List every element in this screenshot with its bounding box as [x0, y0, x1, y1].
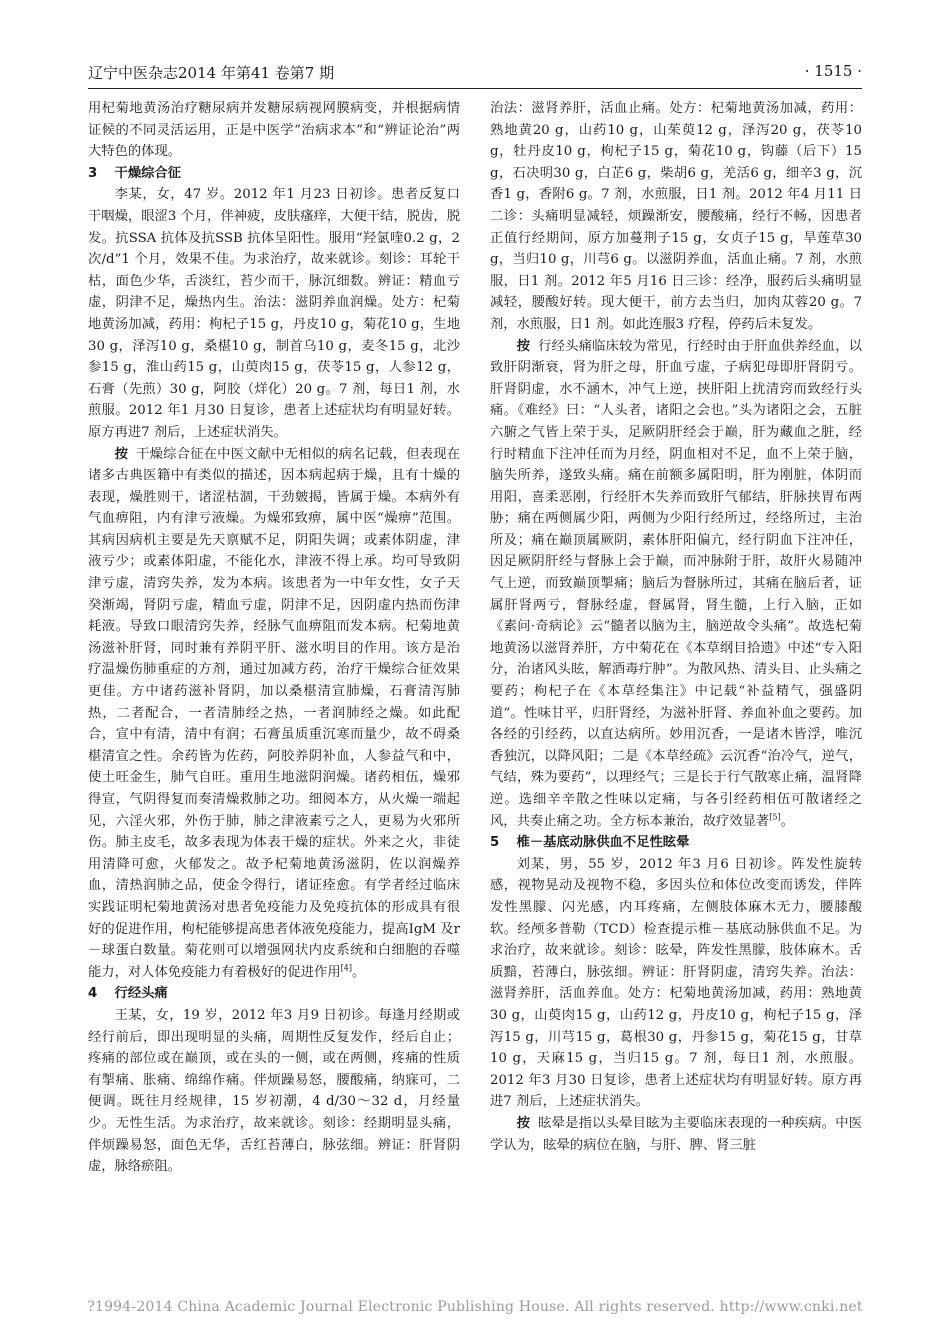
commentary-end: 。: [780, 813, 794, 829]
page-number: · 1515 ·: [804, 62, 862, 80]
case-report-4: 王某，女，19 岁，2012 年3 月9 日初诊。每逢月经期或经行前后，即出现明显的头痛，周期性反复发作，经后自止；疼痛的部位或在巅顶，或在头的一侧，或在两侧，疼痛的性质有掣痛、胀痛、绵绵作痛。伴烦躁易怒，腰酸痛，纳寐可，二便调。既往月经规律，15 岁初潮，4 d/30～32 d，月经量少。无性生活。为求治疗，故来就诊。刻诊：经期明显头痛，伴烦躁易怒，面色无华，舌红苔薄白，脉弦细。辨证：肝肾阴虚，脉络瘀阻。: [88, 1007, 460, 1175]
commentary-end: 。: [351, 964, 366, 980]
section-number: 5: [490, 835, 500, 851]
commentary-3: [88, 444, 460, 984]
journal-title: 辽宁中医杂志2014 年第41 卷第7 期: [88, 64, 335, 82]
commentary-label: 按: [114, 446, 129, 462]
header-rule: [88, 88, 862, 89]
case-report-3: 李某，女，47 岁。2012 年1 月23 日初诊。患者反复口干咽燥，眼涩3 个月，伴神疲，皮肤瘙痒，大便干结，脱齿，脱发。抗SSA 抗体及抗SSB 抗体呈阳性。服用“羟氯喹0.2 g，2 次/d”1 个月，效果不佳。为求治疗，故来就诊。刻诊：耳轮干枯，面色少华，舌淡红，苔少而干，脉沉细数。辨证：精血亏虚，阴津不足，燥热内生。治法：滋阴养血润燥。处方：杞菊地黄汤加减，药用：枸杞子15 g，丹皮10 g，菊花10 g，生地30 g，泽泻10 g，桑椹10 g，制首乌10 g，麦冬15 g，北沙参15 g，淮山药15 g，山萸肉15 g，茯苓15 g，人参12 g，石膏（先煎）30 g，阿胶（烊化）20 g。7 剂，每日1 剂，水煎服。2012 年1 月30 日复诊，患者上述症状均有明显好转。原方再进7 剂后，上述症状消失。: [88, 187, 460, 440]
section-title: 椎－基底动脉供血不足性眩晕: [516, 835, 690, 851]
section-heading-3: [88, 163, 460, 185]
section-heading-5: [490, 832, 862, 854]
commentary-4: [490, 336, 862, 833]
commentary-5: [490, 1113, 862, 1156]
section-title: 干燥综合征: [114, 165, 182, 181]
case-report-4-continued: 治法：滋肾养肝，活血止痛。处方：杞菊地黄汤加减，药用：熟地黄20 g，山药10 g，山茱萸12 g，泽泻20 g，茯苓10 g，牡丹皮10 g，枸杞子15 g，菊花10 g，钩藤（后下）15 g，石决明30 g，白芷6 g，柴胡6 g，羌活6 g，细辛3 g，沉香1 g，香附6 g。7 剂，水煎服，日1 剂。2012 年4 月11 日二诊：头痛明显减轻，烦躁渐安，腰酸痛，经行不畅，因患者正值行经期间，原方加蔓荆子15 g，女贞子15 g，旱莲草30 g，当归10 g，川芎6 g。以滋阴养血，活血止痛。7 剂，水煎服，日1 剂。2012 年5 月16 日三诊：经净，服药后头痛明显减轻，腰酸好转。现大便干，前方去当归，加肉苁蓉20 g。7 剂，水煎服，日1 剂。如此连服3 疗程，停药后未复发。: [490, 101, 862, 332]
commentary-text: 行经头痛临床较为常见，行经时由于肝血供养经血，以致肝阴渐衰，肾为肝之母，肝血亏虚，子病犯母即肝肾阴亏。肝肾阴虚，水不涵木，冲气上逆，挟肝阳上扰清窍而致经行头痛。《难经》曰：“人头者，诸阳之会也。”头为诸阳之会，五脏六腑之气皆上荣于头，足厥阴肝经会于巅，肝为藏血之脏，经行时精血下注冲任而为月经，阴血相对不足，血不上荣于脑，脑失所养，遂致头痛。痛在前额多属阳明，肝为刚脏，体阴而用阳，喜柔恶刚，行经肝木失养而致肝气郁结，肝脉挟胃布两胁；痛在两侧属少阳，两侧为少阳行经所过，经络所过，主治所及；痛在巅顶属厥阴，素体肝阳偏亢，经行阴血下注冲任，因足厥阴肝经与督脉上会于巅，而冲脉附于肝，故肝火易随冲气上逆，而致巅顶掣痛；脑后为督脉所过，其痛在脑后者，证属肝肾两亏，督脉经虚，督属肾，肾生髓，上行入脑，正如《素问·奇病论》云“髓者以脑为主，脑逆故令头痛”。故选杞菊地黄汤以滋肾养肝，方中菊花在《本草纲目拾遗》中述“专入阳分，治诸风头眩，解酒毒疔肿”。为散风热、清头目、止头痛之要药；枸杞子在《本草经集注》中记载“补益精气，强盛阴道”。性味甘平，归肝肾经，为滋补肝肾、养血补血之要药。加各经的引经药，以直达病所。妙用沉香，一是诸木皆浮，唯沉香独沉，以降风阳；二是《本草经疏》云沉香“治冷气，逆气，气结，殊为要药”，以理经气；三是长于行气散寒止痛，温肾降逆。选细辛辛散之性味以定痛，与各引经药相伍可散诸经之风，共奏止痛之功。全方标本兼治，故疗效显著: [490, 338, 863, 829]
commentary-text: 眩晕是指以头晕目眩为主要临床表现的一种疾病。中医学认为，眩晕的病位在脑，与肝、脾、肾三脏: [490, 1115, 863, 1153]
paragraph-intro-continued: 用杞菊地黄汤治疗糖尿病并发糖尿病视网膜病变，并根据病情证候的不同灵活运用，正是中医学“治病求本”和“辨证论治”两大特色的体现。: [88, 101, 460, 160]
citation-ref: [4]: [340, 963, 352, 973]
section-number: 4: [88, 986, 98, 1002]
section-heading-4: [88, 983, 460, 1005]
citation-ref: [5]: [769, 812, 781, 822]
case-report-5: 刘某，男，55 岁，2012 年3 月6 日初诊。阵发性旋转感，视物晃动及视物不稳，多因头位和体位改变而诱发，伴阵发性黑朦、闪光感，内耳疼痛，左侧肢体麻木无力，腰膝酸软。经颅多普勒（TCD）检查提示椎－基底动脉供血不足。为求治疗，故来就诊。刻诊：眩晕，阵发性黑朦，肢体麻木。舌质黯，苔薄白，脉弦细。辨证：肝肾阴虚，清窍失养。治法：滋肾养肝，活血养血。处方：杞菊地黄汤加减，药用：熟地黄30 g，山萸肉15 g，山药12 g，丹皮10 g，枸杞子15 g，泽泻15 g，川芎15 g，葛根30 g，丹参15 g，菊花15 g，甘草10 g，天麻15 g，当归15 g。7 剂，每日1 剂，水煎服。2012 年3 月30 日复诊，患者上述症状均有明显好转。原方再进7 剂后，上述症状消失。: [490, 856, 862, 1110]
section-number: 3: [88, 165, 98, 181]
right-column: [490, 98, 862, 1156]
left-column: [88, 98, 460, 1178]
section-title: 行经头痛: [114, 986, 168, 1002]
commentary-label: 按: [516, 338, 531, 354]
running-header: [88, 62, 862, 84]
copyright-footer: ?1994-2014 China Academic Journal Electronic Publishing House. All rights reserved. http://www.cnki.net: [87, 1299, 863, 1315]
commentary-text: 干燥综合征在中医文献中无相似的病名记载，但表现在诸多古典医籍中有类似的描述，因本病起病于燥，且有十燥的表现，燥胜则干，诸涩枯涸，干劲皴揭，皆属于燥。本病外有气血痹阻，内有津亏液燥。为燥邪致痹，属中医“燥痹”范围。其病因病机主要是先天禀赋不足，阴阳失调；或素体阴虚，津液亏少；或素体阳虚，不能化水，津液不得上承。均可导致阴津亏虚，清窍失养，发为本病。该患者为一中年女性，女子天癸渐竭，肾阴亏虚，精血亏虚，阴津不足，因阴虚内热而伤津耗液。导致口眼清窍失养，经脉气血痹阻而发本病。杞菊地黄汤滋补肝肾，同时兼有养阴平肝、滋水明目的作用。该方是治疗温燥伤肺重症的方剂，通过加减方药，治疗干燥综合征效果更佳。方中诸药滋补肾阴，加以桑椹清宣肺燥，石膏清泻肺热，二者配合，一者清肺经之热，一者润肺经之燥。如此配合，宣中有清，清中有润；石膏虽质重沉寒而量少，故不碍桑椹清宣之性。余药皆为佐药，阿胶养阴补血，人参益气和中，使土旺金生，肺气自旺。重用生地滋阴润燥。诸药相伍，燥邪得宣，气阴得复而奏清燥救肺之功。细阅本方，从火燥一端起见，六淫火邪，外伤于肺，肺之津液素亏之人，更易为火邪所伤。肺主皮毛，故多表现为体表干燥的症状。外来之火，非徒用清降可愈，火郁发之。故予杞菊地黄汤滋阴，佐以润燥养血，清热润肺之品，使金令得行，诸证痊愈。有学者经过临床实践证明杞菊地黄汤对患者免疫能力及免疫抗体的形成具有很好的促进作用，枸杞能够提高患者体液免疫能力，提高IgM 及r－球蛋白数量。菊花则可以增强网状内皮系统和白细胞的吞噬能力，对人体免疫能力有着极好的促进作用: [88, 446, 461, 980]
commentary-label: 按: [516, 1115, 531, 1131]
